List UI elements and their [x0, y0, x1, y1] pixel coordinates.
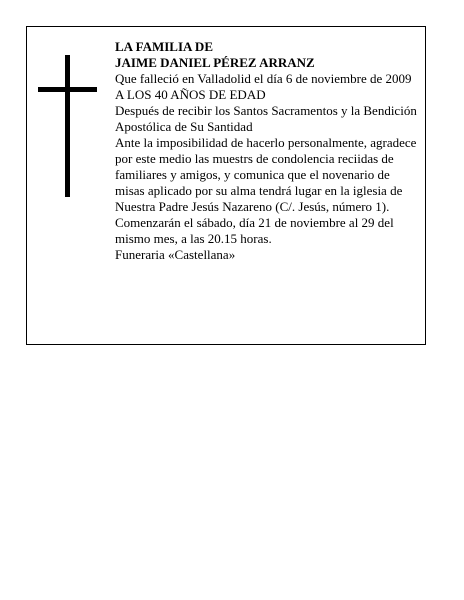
cross-horizontal-bar — [38, 87, 97, 92]
family-line: LA FAMILIA DE — [115, 39, 213, 54]
obituary-notice — [26, 26, 426, 345]
sacraments-line: Después de recibir los Santos Sacramentos y la Bendición Apostólica de Su Santidad — [115, 103, 417, 134]
notice-text — [115, 39, 417, 263]
deceased-name: JAIME DANIEL PÉREZ ARRANZ — [115, 55, 315, 70]
death-line: Que falleció en Valladolid el día 6 de noviembre de 2009 — [115, 71, 412, 86]
cross-icon — [38, 55, 97, 197]
cross-vertical-bar — [65, 55, 70, 197]
notice-body: Ante la imposibilidad de hacerlo personalmente, agradece por este medio las muestrs de condolencia reciidas de familiares y amigos, y comunica que el novenario de misas aplicado por su alma tendrá lugar en la iglesia de Nuestra Padre Jesús Nazareno (C/. Jesús, número 1). Comenzarán el sábado, día 21 de noviembre al 29 del mismo mes, a las 20.15 horas. — [115, 135, 417, 246]
age-line: A LOS 40 AÑOS DE EDAD — [115, 87, 266, 102]
funeral-home: Funeraria «Castellana» — [115, 247, 236, 262]
